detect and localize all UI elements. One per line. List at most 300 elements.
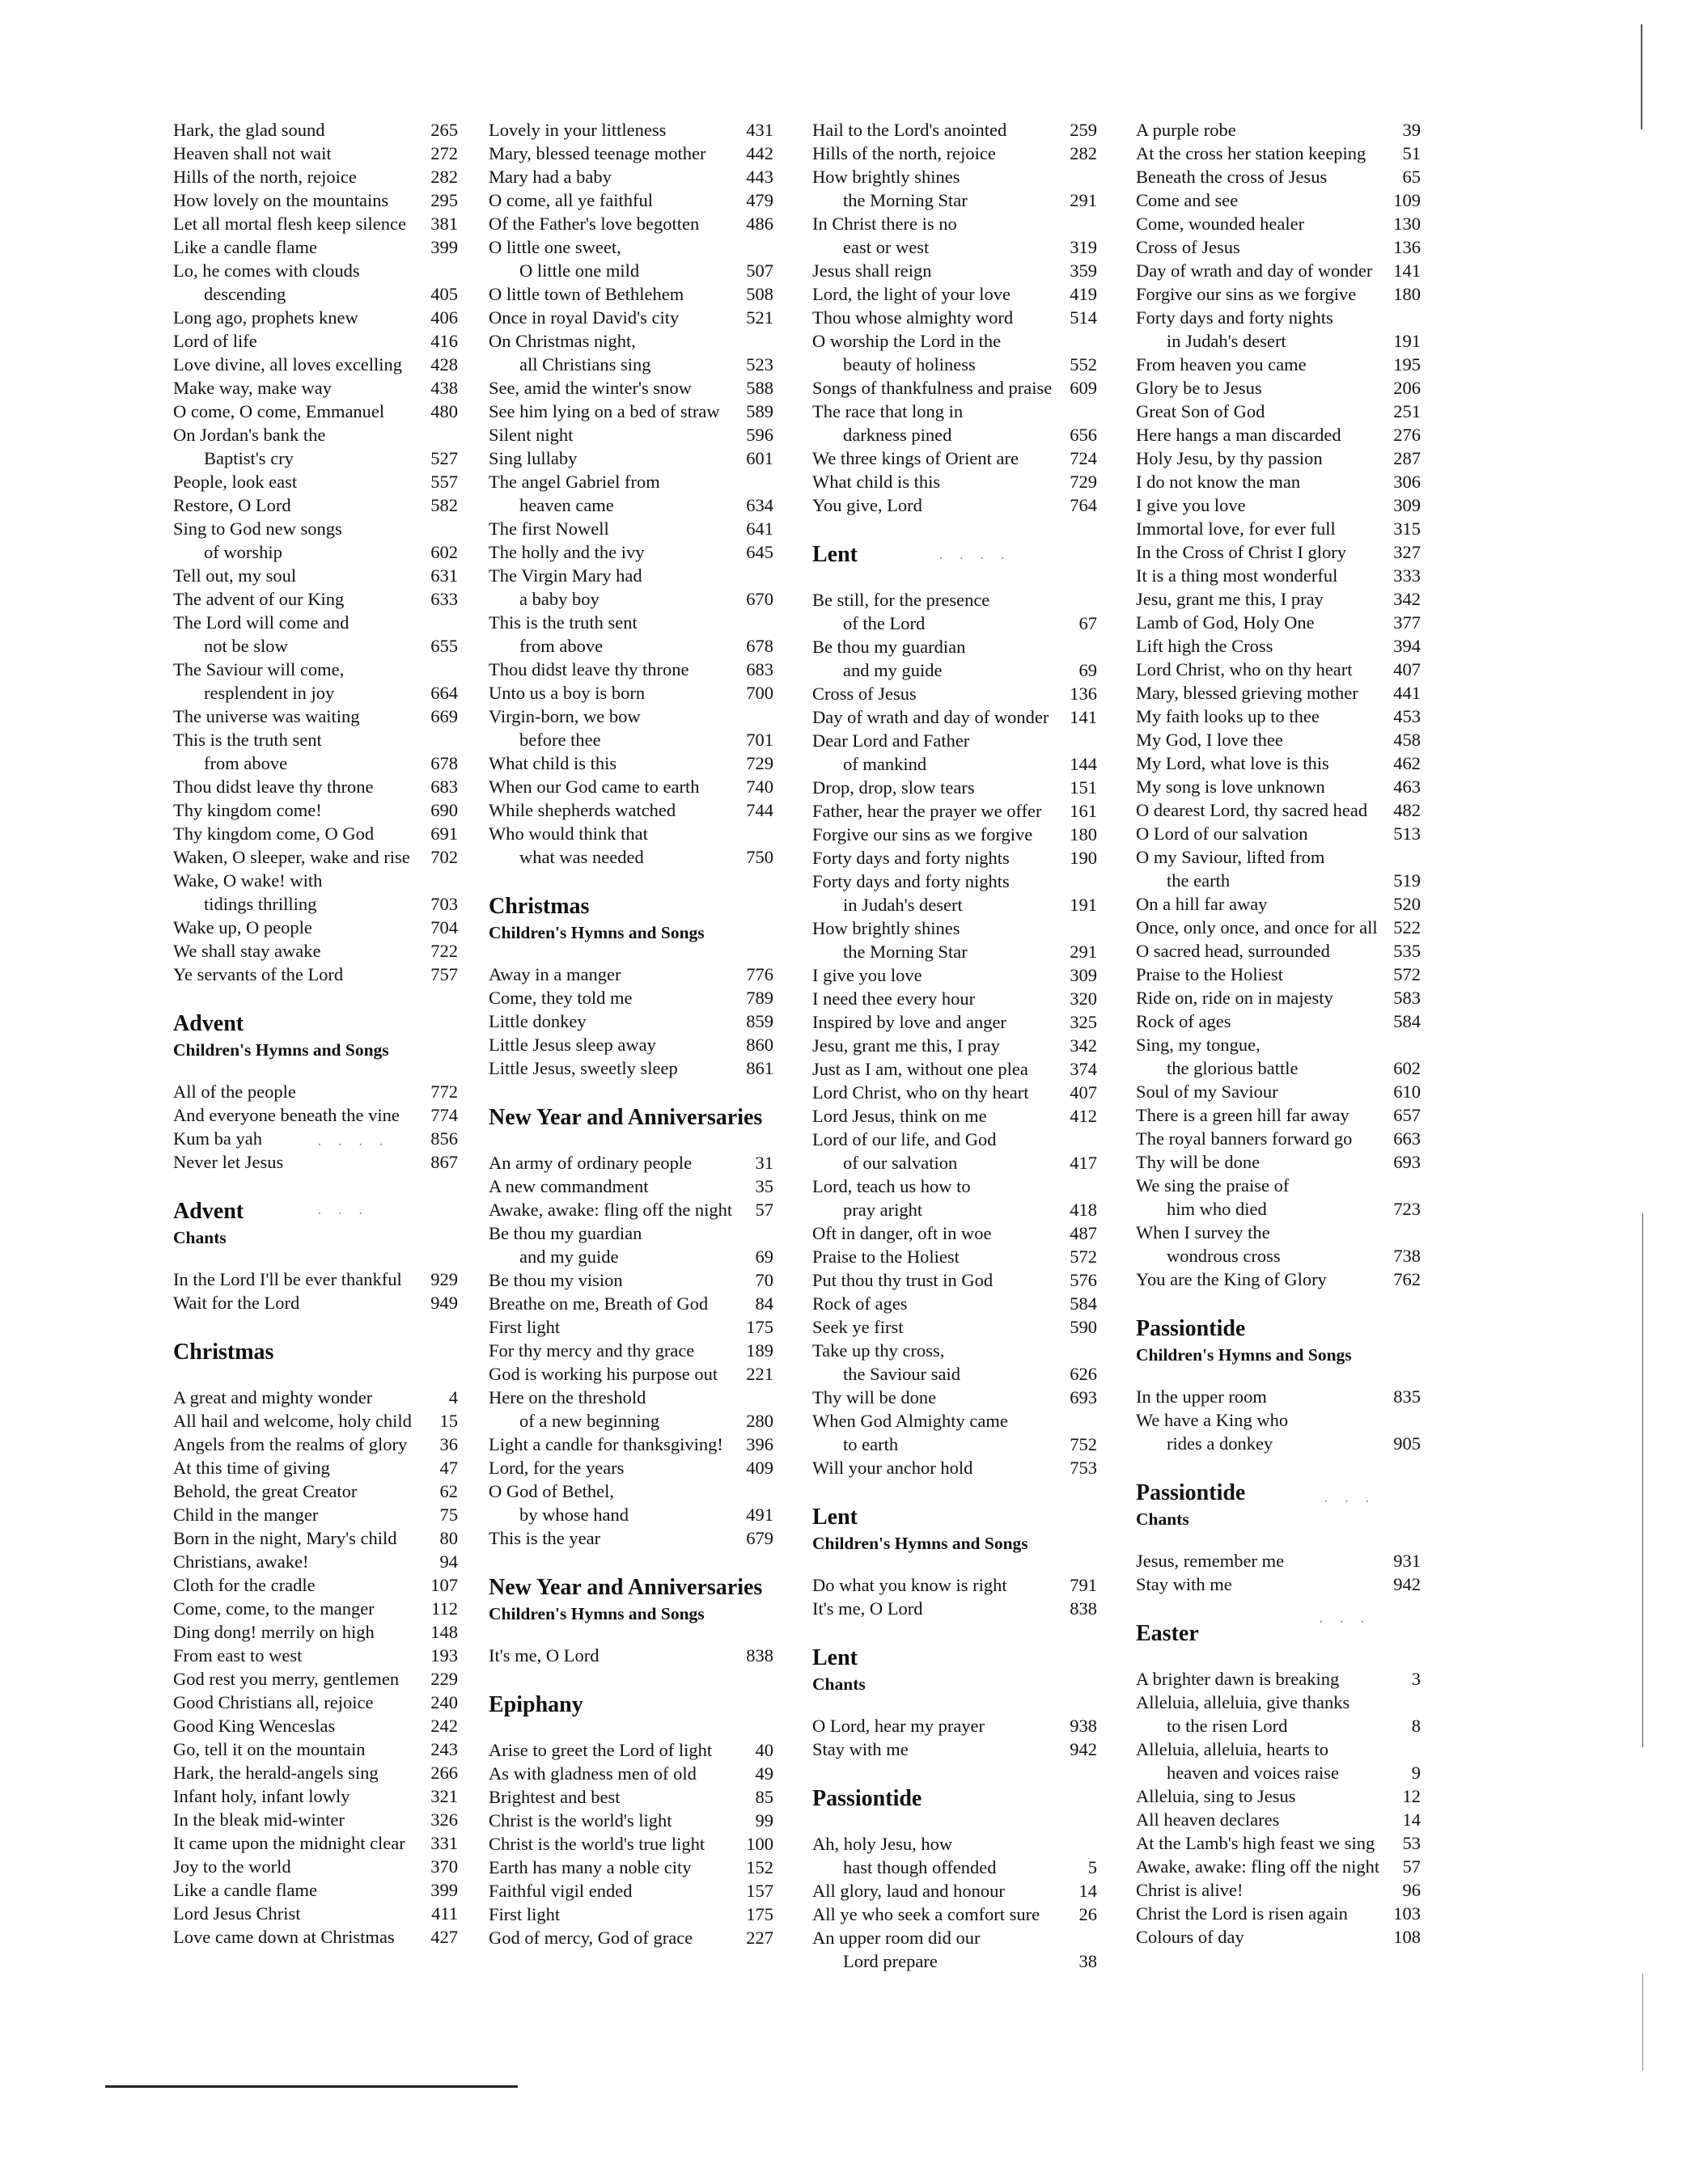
hymn-number: 280 [746, 1411, 773, 1431]
hymn-title: O worship the Lord in the beauty of holiness [812, 331, 1002, 375]
index-entry [173, 1456, 458, 1479]
hymn-number: 108 [1393, 1927, 1421, 1947]
section-heading: Lent [812, 1645, 858, 1670]
hymn-number: 394 [1393, 636, 1421, 656]
hymn-title: First light [489, 1904, 561, 1924]
hymn-number: 521 [746, 307, 773, 328]
index-entry [489, 822, 773, 869]
index-entry [812, 329, 1097, 376]
hymn-number: 463 [1393, 777, 1421, 797]
hymn-title: Thy will be done [1136, 1152, 1260, 1172]
hymn-number: 438 [430, 378, 458, 398]
hymn-title: First light [489, 1317, 561, 1337]
hymn-title: Be thou my guardian and my guide [812, 637, 966, 680]
hymn-title: Father, hear the prayer we offer [812, 801, 1042, 821]
hymn-title: Great Son of God [1136, 401, 1265, 421]
index-entry [173, 869, 458, 916]
hymn-number: 9 [1411, 1763, 1421, 1783]
hymn-title: Little Jesus, sweetly sleep [489, 1058, 678, 1078]
hymn-title: On a hill far away [1136, 894, 1268, 914]
hymn-title: Praise to the Holiest [1136, 964, 1283, 984]
hymn-title: Christ the Lord is risen again [1136, 1903, 1348, 1924]
section-heading: Passiontide [1136, 1316, 1246, 1341]
index-entry [812, 1456, 1097, 1479]
hymn-number: 221 [746, 1364, 773, 1384]
hymn-title: Lord of life [173, 331, 257, 351]
hymn-title: Immortal love, for ever full [1136, 518, 1336, 539]
index-entry [1136, 1080, 1421, 1103]
hymn-title: The Saviour will come, resplendent in joy [173, 659, 345, 703]
scan-edge-line [1641, 24, 1642, 129]
index-entry [489, 470, 773, 517]
hymn-number: 740 [746, 777, 773, 797]
index-entry [173, 188, 458, 212]
hymn-number: 130 [1393, 214, 1421, 234]
index-section [812, 1504, 1097, 1620]
hymn-number: 757 [430, 964, 458, 984]
hymn-number: 729 [1070, 472, 1097, 492]
hymn-number: 38 [1078, 1951, 1097, 1971]
index-entry [812, 1175, 1097, 1221]
index-entry [1136, 1009, 1421, 1033]
hymn-title: Dear Lord and Father of mankind [812, 730, 970, 774]
hymn-number: 442 [746, 143, 773, 163]
hymn-title: Soul of my Saviour [1136, 1081, 1278, 1102]
index-entry [812, 400, 1097, 447]
index-entry [489, 1221, 773, 1268]
index-entry [812, 306, 1097, 329]
hymn-title: O my Saviour, lifted from the earth [1136, 847, 1325, 891]
hymn-title: At the Lamb's high feast we sing [1136, 1833, 1375, 1853]
hymn-title: This is the truth sent from above [173, 730, 322, 773]
index-section [489, 893, 773, 1080]
hymn-title: A purple robe [1136, 120, 1236, 140]
index-entry [173, 142, 458, 165]
hymn-number: 407 [1393, 659, 1421, 679]
hymn-number: 96 [1402, 1880, 1421, 1900]
hymn-number: 744 [746, 800, 773, 820]
hymn-number: 520 [1393, 894, 1421, 914]
hymn-number: 905 [1393, 1433, 1421, 1454]
hymn-number: 856 [430, 1128, 458, 1149]
index-entry [173, 658, 458, 705]
index-entry [173, 1080, 458, 1103]
hymn-number: 859 [746, 1011, 773, 1031]
index-entry [812, 259, 1097, 282]
index-section [489, 1104, 773, 1550]
hymn-title: The race that long in darkness pined [812, 401, 964, 445]
hymn-number: 602 [430, 542, 458, 562]
hymn-number: 664 [430, 683, 458, 703]
index-entry [812, 1879, 1097, 1903]
hymn-number: 243 [430, 1739, 458, 1759]
index-entry [812, 823, 1097, 846]
index-entry [1136, 798, 1421, 822]
hymn-number: 70 [755, 1270, 773, 1290]
index-entry [489, 1879, 773, 1903]
index-entry [173, 1127, 458, 1150]
index-entry [489, 447, 773, 470]
index-entry [812, 142, 1097, 165]
hymn-title: Waken, O sleeper, wake and rise [173, 847, 410, 867]
hymn-title: The Lord will come and not be slow [173, 612, 350, 656]
hymn-number: 342 [1393, 589, 1421, 609]
hymn-title: How brightly shines the Morning Star [812, 918, 968, 962]
index-entry [173, 798, 458, 822]
index-entry [173, 1784, 458, 1808]
hymn-title: Once, only once, and once for all [1136, 917, 1378, 938]
index-entry [489, 1175, 773, 1198]
hymn-title: As with gladness men of old [489, 1763, 697, 1784]
hymn-number: 931 [1393, 1551, 1421, 1571]
hymn-title: On Jordan's bank the Baptist's cry [173, 425, 326, 468]
index-entry [489, 329, 773, 376]
hymn-number: 306 [1393, 472, 1421, 492]
hymn-title: Stay with me [1136, 1574, 1232, 1594]
section-heading: Lent [812, 1505, 858, 1530]
hymn-number: 282 [1070, 143, 1097, 163]
hymn-number: 678 [746, 636, 773, 656]
hymn-title: When God Almighty came to earth [812, 1411, 1008, 1454]
hymn-title: The royal banners forward go [1136, 1128, 1353, 1149]
hymn-title: Faithful vigil ended [489, 1881, 633, 1901]
index-entry [1136, 142, 1421, 165]
hymn-title: Behold, the great Creator [173, 1481, 358, 1501]
hymn-title: Arise to greet the Lord of light [489, 1740, 713, 1760]
hymn-title: You are the King of Glory [1136, 1269, 1327, 1289]
hymn-number: 701 [746, 730, 773, 750]
hymn-title: Here hangs a man discarded [1136, 425, 1341, 445]
hymn-number: 40 [755, 1740, 773, 1760]
hymn-number: 703 [430, 894, 458, 914]
hymn-title: Christ is the world's light [489, 1810, 672, 1831]
index-entry [489, 1903, 773, 1926]
index-entry [1136, 658, 1421, 681]
index-entry [812, 963, 1097, 987]
hymn-title: Come, they told me [489, 988, 633, 1008]
index-entry [489, 1644, 773, 1667]
hymn-number: 180 [1393, 284, 1421, 304]
hymn-title: Colours of day [1136, 1927, 1244, 1947]
hymn-title: Jesus, remember me [1136, 1551, 1285, 1571]
hymn-title: Hark, the glad sound [173, 120, 325, 140]
hymn-title: The first Nowell [489, 518, 609, 539]
hymn-number: 535 [1393, 941, 1421, 961]
index-entry [489, 540, 773, 564]
index-entry [812, 212, 1097, 259]
hymn-number: 774 [430, 1105, 458, 1125]
index-entry [489, 1339, 773, 1362]
hymn-title: Alleluia, alleluia, hearts to heaven and voices raise [1136, 1739, 1340, 1783]
index-entry [1136, 822, 1421, 845]
index-entry [1136, 751, 1421, 775]
index-entry [1136, 1808, 1421, 1831]
hymn-number: 84 [755, 1293, 773, 1314]
hymn-title: We sing the praise of him who died [1136, 1175, 1290, 1219]
hymn-title: Sing lullaby [489, 448, 578, 468]
hymn-number: 724 [1070, 448, 1097, 468]
index-entry [489, 681, 773, 705]
hymn-number: 861 [746, 1058, 773, 1078]
index-section [489, 1574, 773, 1667]
hymn-number: 679 [746, 1528, 773, 1548]
index-entry [489, 400, 773, 423]
hymn-number: 690 [430, 800, 458, 820]
hymn-number: 396 [746, 1434, 773, 1454]
hymn-number: 136 [1393, 237, 1421, 257]
hymn-number: 151 [1070, 777, 1097, 798]
hymn-title: Go, tell it on the mountain [173, 1739, 366, 1759]
index-entry [173, 493, 458, 517]
hymn-number: 67 [1078, 613, 1097, 633]
index-entry [1136, 376, 1421, 400]
hymn-number: 704 [430, 917, 458, 938]
hymn-number: 411 [431, 1903, 458, 1924]
index-entry [489, 212, 773, 235]
hymn-title: An upper room did our Lord prepare [812, 1928, 981, 1971]
hymn-number: 572 [1393, 964, 1421, 984]
hymn-title: Who would think that what was needed [489, 823, 648, 867]
hymn-number: 419 [1070, 284, 1097, 304]
hymn-number: 416 [430, 331, 458, 351]
index-entry [489, 1785, 773, 1809]
hymn-number: 69 [1078, 660, 1097, 680]
hymn-title: Earth has many a noble city [489, 1857, 692, 1877]
hymn-number: 835 [1393, 1386, 1421, 1407]
hymn-title: Awake, awake: fling off the night [489, 1200, 733, 1220]
hymn-number: 750 [746, 847, 773, 867]
hymn-title: Lord Christ, who on thy heart [812, 1082, 1029, 1103]
hymn-title: When I survey the wondrous cross [1136, 1222, 1281, 1266]
index-entry [489, 1056, 773, 1080]
hymn-number: 5 [1087, 1857, 1097, 1877]
index-entry [489, 986, 773, 1009]
index-entry [489, 1151, 773, 1175]
hymn-title: Thy will be done [812, 1387, 937, 1407]
hymn-title: Stay with me [812, 1739, 909, 1759]
index-entry [173, 963, 458, 986]
hymn-title: Child in the manger [173, 1505, 319, 1525]
hymn-number: 57 [755, 1200, 773, 1220]
hymn-title: Mary, blessed teenage mother [489, 143, 706, 163]
hymn-number: 522 [1393, 917, 1421, 938]
index-entry [812, 1128, 1097, 1175]
hymn-title: Mary, blessed grieving mother [1136, 683, 1358, 703]
index-entry [1136, 1784, 1421, 1808]
index-entry [173, 329, 458, 353]
hymn-number: 572 [1070, 1246, 1097, 1267]
hymn-title: An army of ordinary people [489, 1153, 693, 1173]
hymn-title: My faith looks up to thee [1136, 706, 1320, 726]
hymn-number: 657 [1393, 1105, 1421, 1125]
index-entry [1136, 986, 1421, 1009]
index-entry [1136, 916, 1421, 939]
hymn-title: Jesu, grant me this, I pray [812, 1035, 1000, 1056]
hymn-title: In Christ there is no east or west [812, 214, 957, 257]
hymn-number: 557 [430, 472, 458, 492]
index-entry [1136, 1572, 1421, 1596]
index-entry [489, 1362, 773, 1386]
index-section [812, 541, 1097, 1479]
index-entry [173, 916, 458, 939]
scan-speckle: · · · [1319, 1614, 1371, 1631]
hymn-title: We have a King who rides a donkey [1136, 1410, 1289, 1454]
hymn-number: 753 [1070, 1458, 1097, 1478]
index-entry [812, 1104, 1097, 1128]
hymn-title: Mary had a baby [489, 167, 612, 187]
hymn-number: 333 [1393, 565, 1421, 586]
hymn-number: 282 [430, 167, 458, 187]
hymn-title: Lord, the light of your love [812, 284, 1011, 304]
scan-speckle: · · · · [938, 550, 1011, 567]
hymn-title: Lord Jesus Christ [173, 1903, 301, 1924]
hymn-number: 190 [1070, 848, 1097, 868]
index-entry [173, 353, 458, 376]
hymn-number: 519 [1393, 870, 1421, 891]
hymn-title: Hills of the north, rejoice [173, 167, 357, 187]
hymn-title: How lovely on the mountains [173, 190, 389, 210]
index-entry [812, 799, 1097, 823]
index-entry [812, 635, 1097, 682]
hymn-title: A new commandment [489, 1176, 649, 1196]
index-entry [489, 611, 773, 658]
index-entry [489, 1198, 773, 1221]
hymn-title: O come, all ye faithful [489, 190, 654, 210]
hymn-number: 8 [1411, 1716, 1421, 1736]
index-entry [173, 1550, 458, 1573]
hymn-title: A great and mighty wonder [173, 1387, 373, 1407]
index-entry [173, 306, 458, 329]
index-entry [1136, 188, 1421, 212]
hymn-number: 584 [1393, 1011, 1421, 1031]
hymn-title: Thou whose almighty word [812, 307, 1014, 328]
hymn-title: Will your anchor hold [812, 1458, 973, 1478]
hymn-number: 325 [1070, 1012, 1097, 1032]
index-entry [489, 423, 773, 447]
hymn-number: 634 [746, 495, 773, 515]
hymn-title: Forty days and forty nights [812, 848, 1010, 868]
hymn-number: 321 [430, 1786, 458, 1806]
index-entry [1136, 517, 1421, 540]
hymn-number: 693 [1070, 1387, 1097, 1407]
hymn-title: Kum ba yah [173, 1128, 262, 1149]
hymn-title: Thou didst leave thy throne [173, 777, 374, 797]
hymn-title: Angels from the realms of glory [173, 1434, 408, 1454]
hymn-number: 4 [448, 1387, 458, 1407]
hymn-number: 407 [1070, 1082, 1097, 1103]
hymn-title: I give you love [1136, 495, 1246, 515]
index-entry [1136, 212, 1421, 235]
hymn-number: 109 [1393, 190, 1421, 210]
hymn-title: Be thou my guardian and my guide [489, 1223, 642, 1267]
index-entry [1136, 447, 1421, 470]
hymn-title: Ye servants of the Lord [173, 964, 344, 984]
index-entry [173, 705, 458, 728]
index-entry [812, 1339, 1097, 1386]
index-entry [812, 1737, 1097, 1761]
index-section [1136, 1479, 1421, 1596]
index-entry [812, 1245, 1097, 1268]
hymn-title: Forty days and forty nights in Judah's desert [812, 871, 1010, 915]
hymn-number: 12 [1402, 1786, 1421, 1806]
hymn-title: Alleluia, alleluia, give thanks to the risen Lord [1136, 1692, 1350, 1736]
index-section [812, 118, 1097, 517]
index-section [489, 1691, 773, 1949]
hymn-title: O little one sweet, O little one mild [489, 237, 640, 281]
hymn-title: When our God came to earth [489, 777, 700, 797]
hymn-title: Lord, teach us how to pray aright [812, 1176, 971, 1220]
hymn-title: In the bleak mid-winter [173, 1809, 345, 1830]
hymn-title: See him lying on a bed of straw [489, 401, 720, 421]
hymn-number: 683 [746, 659, 773, 679]
hymn-title: Rock of ages [1136, 1011, 1231, 1031]
hymn-title: God rest you merry, gentlemen [173, 1669, 400, 1689]
index-section [173, 118, 458, 986]
hymn-title: Cloth for the cradle [173, 1575, 316, 1595]
hymn-number: 374 [1070, 1059, 1097, 1079]
hymn-title: Holy Jesu, by thy passion [1136, 448, 1323, 468]
hymn-title: O God of Bethel, by whose hand [489, 1481, 629, 1525]
hymn-number: 655 [430, 636, 458, 656]
hymn-number: 276 [1393, 425, 1421, 445]
section-heading: Epiphany [489, 1692, 583, 1717]
index-entry [812, 682, 1097, 705]
section-heading: Advent [173, 1011, 244, 1036]
hymn-title: For thy mercy and thy grace [489, 1340, 695, 1361]
hymn-number: 320 [1070, 988, 1097, 1009]
index-entry [489, 118, 773, 142]
hymn-number: 272 [430, 143, 458, 163]
section-subheading: Children's Hymns and Songs [489, 1604, 705, 1623]
hymn-number: 103 [1393, 1903, 1421, 1924]
index-entry [812, 729, 1097, 776]
index-entry [1136, 1174, 1421, 1221]
hymn-number: 65 [1402, 167, 1421, 187]
hymn-title: Little Jesus sleep away [489, 1035, 656, 1055]
hymn-number: 482 [1393, 800, 1421, 820]
hymn-number: 35 [755, 1176, 773, 1196]
index-entry [1136, 1268, 1421, 1291]
hymn-title: Silent night [489, 425, 574, 445]
index-entry [1136, 1150, 1421, 1174]
section-heading: Easter [1136, 1621, 1199, 1646]
hymn-title: This is the year [489, 1528, 601, 1548]
hymn-number: 265 [430, 120, 458, 140]
hymn-number: 691 [430, 823, 458, 844]
index-entry [1136, 1737, 1421, 1784]
hymn-title: This is the truth sent from above [489, 612, 638, 656]
hymn-title: My God, I love thee [1136, 730, 1283, 750]
hymn-title: Brightest and best [489, 1787, 621, 1807]
index-entry [1136, 540, 1421, 564]
hymn-number: 418 [1070, 1200, 1097, 1220]
hymn-title: Love came down at Christmas [173, 1927, 395, 1947]
hymn-title: Lord Jesus, think on me [812, 1106, 987, 1126]
hymn-title: Glory be to Jesus [1136, 378, 1262, 398]
index-entry [812, 1010, 1097, 1034]
hymn-title: Like a candle flame [173, 237, 318, 257]
hymn-number: 31 [755, 1153, 773, 1173]
index-entry [812, 493, 1097, 517]
index-entry [489, 1479, 773, 1526]
hymn-title: In the Cross of Christ I glory [1136, 542, 1346, 562]
hymn-number: 175 [746, 1904, 773, 1924]
hymn-title: Ding dong! merrily on high [173, 1622, 375, 1642]
index-entry [489, 1762, 773, 1785]
hymn-number: 860 [746, 1035, 773, 1055]
index-entry [812, 1034, 1097, 1057]
hymn-number: 152 [746, 1857, 773, 1877]
